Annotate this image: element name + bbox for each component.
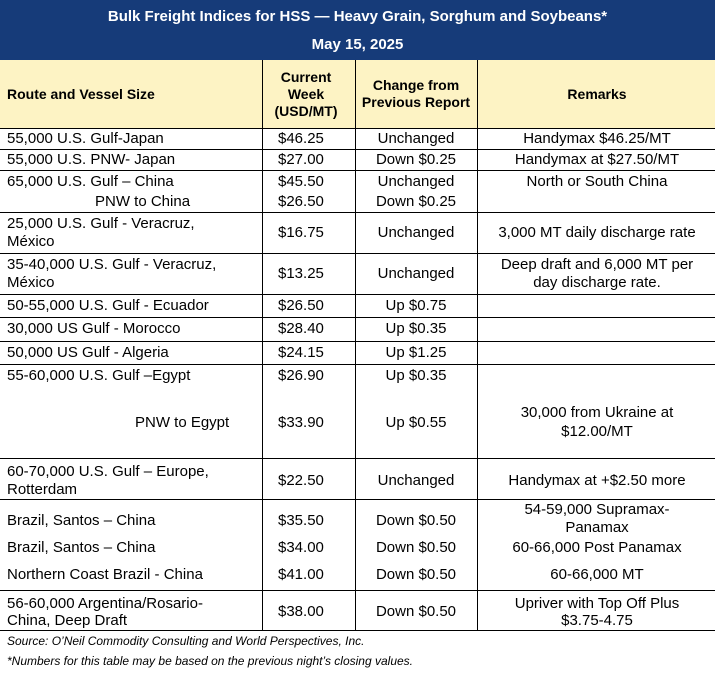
price-cell: $33.90 bbox=[278, 414, 324, 431]
route-cell: 60-70,000 U.S. Gulf – Europe, bbox=[7, 463, 209, 480]
table-row bbox=[0, 364, 715, 459]
route-cell: 30,000 US Gulf - Morocco bbox=[7, 320, 181, 337]
change-cell: Down $0.50 bbox=[375, 539, 457, 556]
route-cell-line2: México bbox=[7, 274, 55, 291]
change-cell: Unchanged bbox=[377, 173, 455, 190]
route-cell: 50,000 US Gulf - Algeria bbox=[7, 344, 169, 361]
route-cell: 65,000 U.S. Gulf – China bbox=[7, 173, 174, 190]
header-route-label: Route and Vessel Size bbox=[7, 85, 155, 102]
header-current-week bbox=[262, 60, 350, 128]
route-cell: PNW to Egypt bbox=[135, 414, 230, 431]
route-cell: 55,000 U.S. PNW- Japan bbox=[7, 151, 176, 168]
remarks-cell: 54-59,000 Supramax- bbox=[524, 501, 670, 518]
remarks-cell-line2: $12.00/MT bbox=[561, 423, 633, 440]
price-cell: $26.50 bbox=[278, 297, 324, 314]
change-cell: Up $0.75 bbox=[385, 297, 447, 314]
header-current-line1: Current bbox=[280, 68, 332, 85]
price-cell: $13.25 bbox=[278, 265, 324, 282]
change-cell: Unchanged bbox=[377, 265, 455, 282]
change-cell: Unchanged bbox=[377, 472, 455, 489]
price-cell: $16.75 bbox=[278, 224, 324, 241]
table-row bbox=[0, 458, 715, 499]
header-current-line3: (USD/MT) bbox=[274, 102, 338, 119]
route-cell: Northern Coast Brazil - China bbox=[7, 566, 203, 583]
header-change-line1: Change from bbox=[372, 77, 460, 93]
price-cell: $28.40 bbox=[278, 320, 324, 337]
price-cell: $45.50 bbox=[278, 173, 324, 190]
change-cell: Down $0.25 bbox=[375, 193, 457, 210]
change-cell: Up $0.35 bbox=[385, 320, 447, 337]
table-row bbox=[0, 590, 715, 631]
price-cell: $35.50 bbox=[278, 512, 324, 529]
remarks-cell-line2: $3.75-4.75 bbox=[561, 612, 633, 629]
remarks-cell-line2: day discharge rate. bbox=[533, 274, 661, 291]
route-cell: Brazil, Santos – China bbox=[7, 512, 156, 529]
remarks-cell: 60-66,000 Post Panamax bbox=[512, 539, 682, 556]
remarks-cell: Deep draft and 6,000 MT per bbox=[500, 256, 694, 273]
route-cell: 56-60,000 Argentina/Rosario- bbox=[7, 595, 203, 612]
route-cell: 55-60,000 U.S. Gulf –Egypt bbox=[7, 367, 191, 384]
change-cell: Unchanged bbox=[377, 130, 455, 147]
change-cell: Up $0.55 bbox=[385, 414, 447, 431]
price-cell: $22.50 bbox=[278, 472, 324, 489]
table-row bbox=[0, 128, 715, 149]
table-title: Bulk Freight Indices for HSS — Heavy Grain, Sorghum and Soybeans* bbox=[107, 8, 608, 25]
remarks-cell: Handymax $46.25/MT bbox=[523, 130, 671, 147]
price-cell: $24.15 bbox=[278, 344, 324, 361]
change-cell: Down $0.50 bbox=[375, 566, 457, 583]
header-change-line2: Previous Report bbox=[361, 94, 471, 110]
table-bottom-border bbox=[0, 630, 715, 631]
source-note: Source: O’Neil Commodity Consulting and World Perspectives, Inc. bbox=[7, 634, 365, 648]
price-cell: $46.25 bbox=[278, 130, 324, 147]
route-cell: 35-40,000 U.S. Gulf - Veracruz, bbox=[7, 256, 217, 273]
table-date: May 15, 2025 bbox=[311, 36, 404, 53]
footnote: *Numbers for this table may be based on the previous night’s closing values. bbox=[7, 654, 414, 668]
route-cell: PNW to China bbox=[95, 193, 191, 210]
header-remarks bbox=[478, 60, 715, 128]
table-row bbox=[0, 253, 715, 294]
title-bar bbox=[0, 0, 715, 60]
route-cell: Brazil, Santos – China bbox=[7, 539, 156, 556]
route-cell: 50-55,000 U.S. Gulf - Ecuador bbox=[7, 297, 209, 314]
remarks-cell: Upriver with Top Off Plus bbox=[514, 595, 680, 612]
remarks-cell: 60-66,000 MT bbox=[550, 566, 644, 583]
price-cell: $38.00 bbox=[278, 603, 324, 620]
table-row bbox=[0, 317, 715, 340]
header-change bbox=[355, 60, 477, 128]
table-row bbox=[0, 170, 715, 213]
change-cell: Up $1.25 bbox=[385, 344, 447, 361]
change-cell: Down $0.50 bbox=[375, 603, 457, 620]
table-row bbox=[0, 149, 715, 170]
column-header-row bbox=[0, 60, 715, 128]
change-cell: Unchanged bbox=[377, 224, 455, 241]
table-row bbox=[0, 294, 715, 317]
route-cell-line2: Rotterdam bbox=[7, 481, 78, 498]
price-cell: $26.90 bbox=[278, 367, 324, 384]
header-remarks-label: Remarks bbox=[567, 85, 627, 102]
remarks-cell: 3,000 MT daily discharge rate bbox=[498, 224, 696, 241]
remarks-cell: Handymax at $27.50/MT bbox=[514, 151, 680, 168]
header-current-line2: Week bbox=[287, 85, 325, 102]
route-cell-line2: China, Deep Draft bbox=[7, 612, 128, 629]
remarks-cell-line2: Panamax bbox=[565, 519, 629, 536]
header-route bbox=[7, 60, 207, 128]
route-cell-line2: México bbox=[7, 233, 55, 250]
change-cell: Down $0.25 bbox=[375, 151, 457, 168]
price-cell: $27.00 bbox=[278, 151, 324, 168]
route-cell: 55,000 U.S. Gulf-Japan bbox=[7, 130, 164, 147]
route-cell: 25,000 U.S. Gulf - Veracruz, bbox=[7, 215, 195, 232]
remarks-cell: North or South China bbox=[526, 173, 668, 190]
price-cell: $34.00 bbox=[278, 539, 324, 556]
remarks-cell: Handymax at +$2.50 more bbox=[508, 472, 686, 489]
change-cell: Up $0.35 bbox=[385, 367, 447, 384]
table-row bbox=[0, 212, 715, 253]
table-row bbox=[0, 341, 715, 364]
price-cell: $41.00 bbox=[278, 566, 324, 583]
table-row bbox=[0, 499, 715, 590]
remarks-cell: 30,000 from Ukraine at bbox=[520, 404, 674, 421]
price-cell: $26.50 bbox=[278, 193, 324, 210]
change-cell: Down $0.50 bbox=[375, 512, 457, 529]
